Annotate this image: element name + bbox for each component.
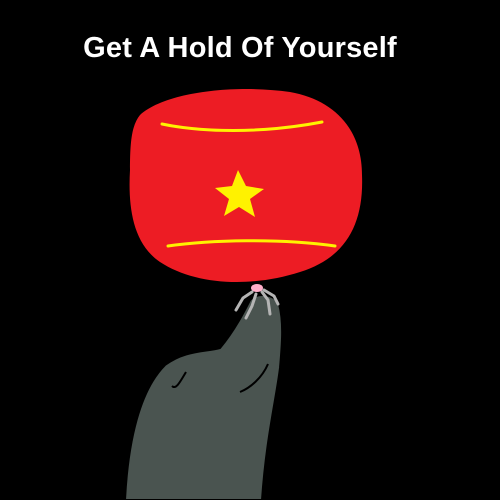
red-ball	[130, 89, 363, 282]
seal-body	[125, 295, 282, 500]
caption-title: Get A Hold Of Yourself	[83, 32, 397, 64]
